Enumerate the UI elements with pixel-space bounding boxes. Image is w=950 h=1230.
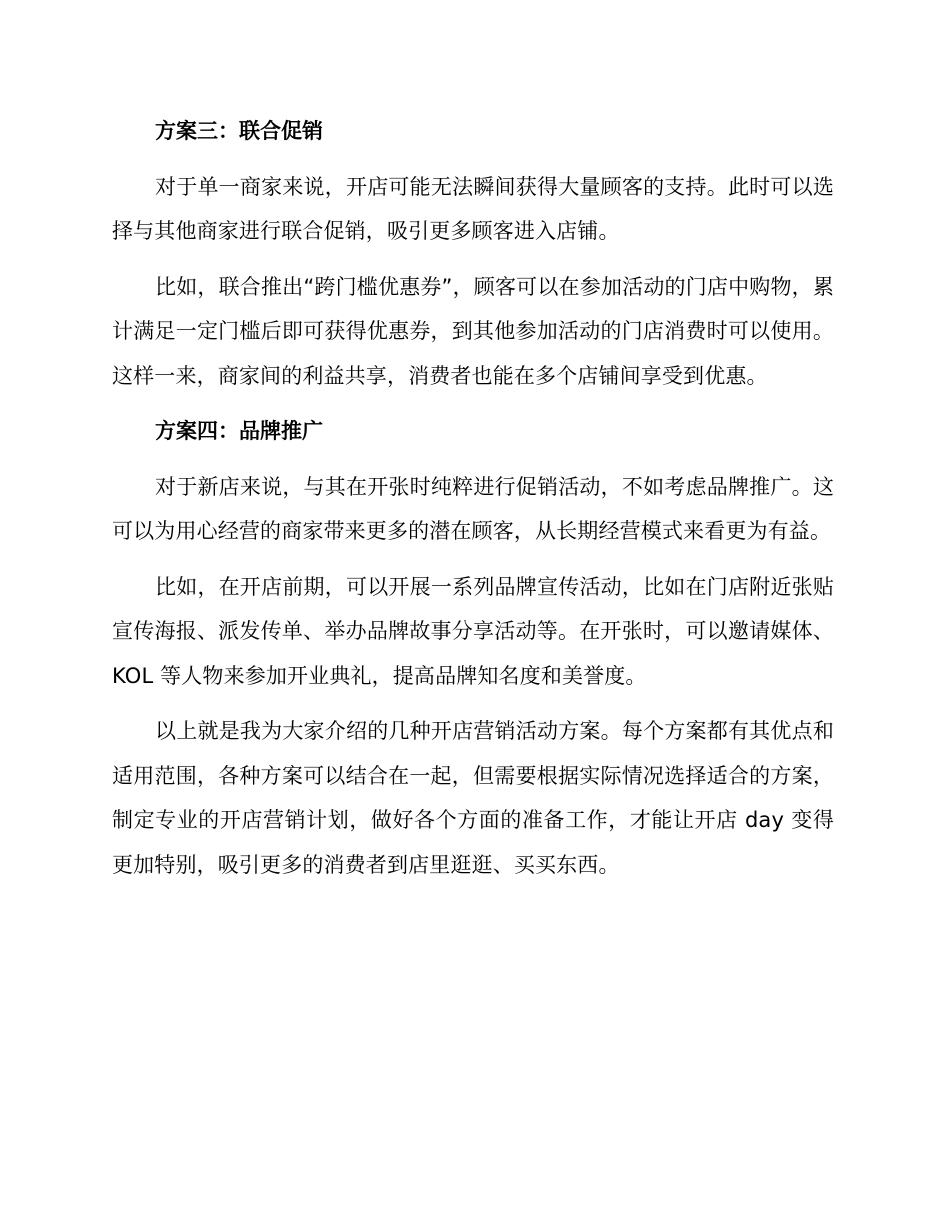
conclusion-paragraph: 以上就是我为大家介绍的几种开店营销活动方案。每个方案都有其优点和适用范围，各种方案可以结合在一起，但需要根据实际情况选择适合的方案，制定专业的开店营销计划，做好各个方面的准备工作，才能让开店 day 变得更加特别，吸引更多的消费者到店里逛逛、买买东西。	[112, 719, 834, 877]
section-4-paragraph-1: 对于新店来说，与其在开张时纯粹进行促销活动，不如考虑品牌推广。这可以为用心经营的商家带来更多的潜在顾客，从长期经营模式来看更为有益。	[112, 474, 834, 543]
section-heading-4: 方案四：品牌推广	[155, 419, 323, 443]
document-page	[112, 109, 834, 898]
section-3-paragraph-2: 比如，联合推出“跨门槛优惠券”，顾客可以在参加活动的门店中购物，累计满足一定门槛后即可获得优惠券，到其他参加活动的门店消费时可以使用。这样一来，商家间的利益共享，消费者也能在多个店铺间享受到优惠。	[112, 274, 834, 388]
section-heading-3: 方案三：联合促销	[155, 119, 323, 143]
section-4-paragraph-2: 比如，在开店前期，可以开展一系列品牌宣传活动，比如在门店附近张贴宣传海报、派发传单、举办品牌故事分享活动等。在开张时，可以邀请媒体、KOL 等人物来参加开业典礼，提高品牌知名度和美誉度。	[112, 574, 834, 688]
section-3-paragraph-1: 对于单一商家来说，开店可能无法瞬间获得大量顾客的支持。此时可以选择与其他商家进行联合促销，吸引更多顾客进入店铺。	[112, 174, 834, 243]
